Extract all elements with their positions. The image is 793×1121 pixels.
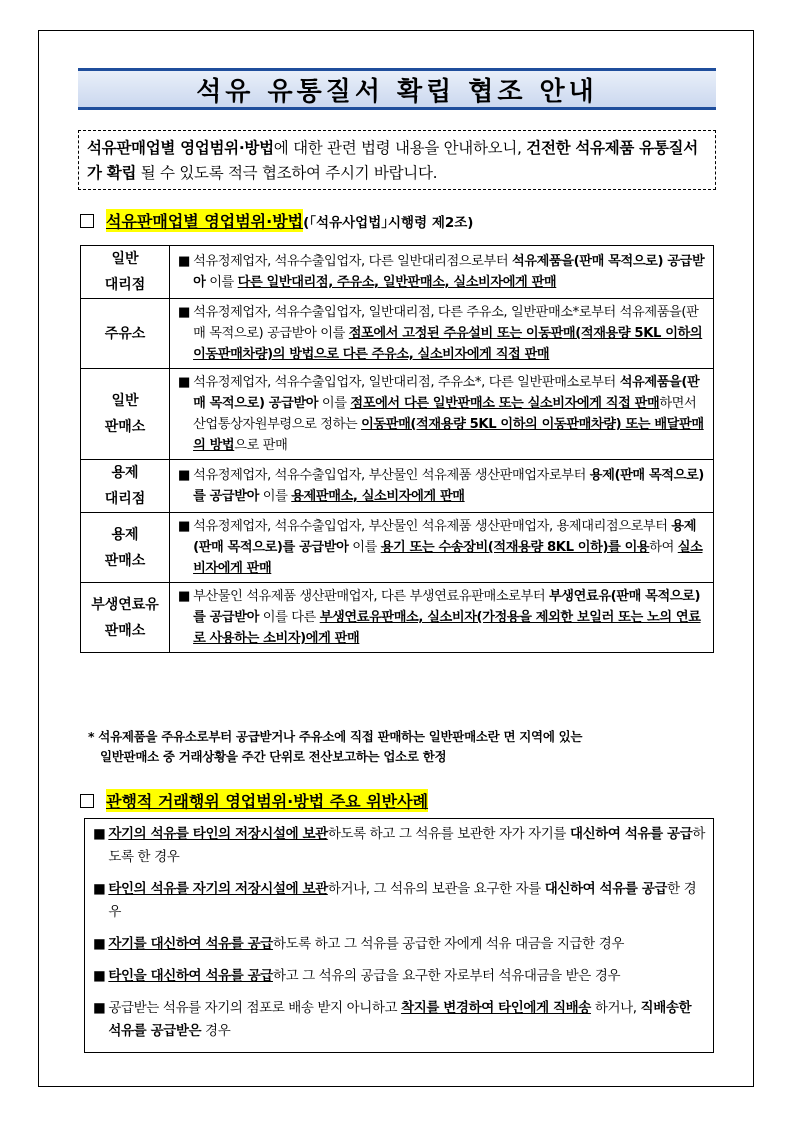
text-run: 부산물인 석유제품 생산판매업자, 다른 부생연료유판매소로부터 bbox=[193, 589, 549, 604]
square-bullet-icon: ■ bbox=[93, 1000, 106, 1016]
scope-text bbox=[193, 372, 707, 456]
business-type-line: 용제 bbox=[111, 465, 139, 481]
square-bullet-icon: ■ bbox=[178, 468, 191, 483]
square-bullet-icon: ■ bbox=[178, 254, 191, 269]
text-run: 이를 bbox=[205, 275, 238, 290]
table-row bbox=[81, 513, 714, 583]
violation-text bbox=[108, 823, 705, 869]
text-run: 타인의 석유를 자기의 저장시설에 보관 bbox=[108, 881, 328, 897]
list-item bbox=[93, 933, 705, 956]
footnote-line-1: * 석유제품을 주유소로부터 공급받거나 주유소에 직접 판매하는 일반판매소란 면 지역에 있는 bbox=[88, 729, 583, 744]
text-run: 하도록 하고 그 석유를 보관한 자가 자기를 bbox=[327, 826, 570, 842]
text-run: 석유정제업자, 석유수출입업자, 부산물인 석유제품 생산판매업자, 용제대리점으로부터 bbox=[193, 519, 672, 534]
text-run: 용제(판매 목적으로)를 공급받아 bbox=[193, 468, 704, 504]
business-type-line: 주유소 bbox=[104, 325, 146, 342]
business-type-line: 대리점 bbox=[104, 277, 146, 293]
violation-text bbox=[108, 997, 705, 1043]
business-type bbox=[81, 583, 170, 653]
intro-bold-1: 석유판매업별 영업범위·방법 bbox=[87, 139, 274, 157]
text-run: 부생연료유(판매 목적으로)를 공급받아 bbox=[193, 589, 701, 625]
footnote bbox=[88, 727, 718, 767]
text-run: 석유정제업자, 석유수출입업자, 일반대리점, 주유소*, 다른 일반판매소로부터 bbox=[193, 375, 620, 390]
business-type bbox=[81, 369, 170, 460]
square-bullet-icon: ■ bbox=[178, 305, 191, 320]
text-run: 한 경우 bbox=[108, 881, 697, 920]
text-run: 이를 bbox=[258, 489, 292, 504]
text-run: 하도록 한 경우 bbox=[108, 826, 705, 865]
square-bullet-icon: ■ bbox=[178, 589, 191, 604]
business-type-line: 일반 bbox=[111, 251, 139, 267]
table-row bbox=[81, 460, 714, 513]
scope-text bbox=[193, 516, 707, 579]
text-run: 이를 bbox=[348, 540, 381, 555]
text-run: 석유정제업자, 석유수출입업자, 다른 일반대리점으로부터 bbox=[193, 254, 512, 269]
business-scope bbox=[170, 246, 714, 299]
business-scope bbox=[170, 513, 714, 583]
text-run: 경우 bbox=[201, 1023, 231, 1039]
text-run: 용기 또는 수송장비(적재용량 8KL 이하)를 이용 bbox=[380, 540, 650, 555]
table-row bbox=[81, 299, 714, 369]
text-run: 이를 bbox=[318, 396, 351, 411]
intro-text-2: 될 수 있도록 적극 협조하여 주시기 바랍니다. bbox=[136, 164, 438, 182]
violation-text bbox=[108, 965, 620, 988]
intro-text-1: 에 대한 관련 법령 내용을 안내하오니, bbox=[273, 139, 527, 157]
text-run: 하거나, 그 석유의 보관을 요구한 자를 bbox=[327, 881, 545, 897]
intro-box bbox=[78, 130, 716, 190]
business-type bbox=[81, 460, 170, 513]
text-run: 공급받는 석유를 자기의 점포로 배송 받지 아니하고 bbox=[108, 1000, 402, 1016]
scope-text bbox=[193, 251, 707, 293]
business-type-line: 판매소 bbox=[104, 622, 146, 639]
list-item bbox=[93, 965, 705, 988]
list-item bbox=[93, 997, 705, 1043]
text-run: 자기를 대신하여 석유를 공급 bbox=[108, 936, 273, 952]
business-scope bbox=[170, 583, 714, 653]
text-run: 하거나, bbox=[590, 1000, 641, 1016]
text-run: 석유정제업자, 석유수출입업자, 부산물인 석유제품 생산판매업자로부터 bbox=[193, 468, 590, 483]
violations-box bbox=[84, 818, 714, 1053]
violation-text bbox=[108, 878, 705, 924]
checkbox-square-icon bbox=[80, 794, 94, 808]
square-bullet-icon: ■ bbox=[93, 936, 106, 952]
text-run: 용제판매소, 실소비자에게 판매 bbox=[291, 489, 465, 504]
scope-text bbox=[193, 586, 707, 649]
square-bullet-icon: ■ bbox=[93, 968, 106, 984]
business-type-line: 일반 bbox=[111, 393, 139, 409]
text-run: 용제(판매 목적으로)를 공급받아 bbox=[193, 519, 697, 555]
square-bullet-icon: ■ bbox=[93, 826, 106, 842]
table-row bbox=[81, 369, 714, 460]
business-type-line: 대리점 bbox=[104, 491, 146, 507]
table-row bbox=[81, 246, 714, 299]
business-type bbox=[81, 246, 170, 299]
text-run: 직배송한 석유를 공급받은 bbox=[108, 1000, 692, 1039]
text-run: 으로 판매 bbox=[234, 438, 288, 453]
scope-text bbox=[193, 302, 707, 365]
footnote-line-2: 일반판매소 중 거래상황을 주간 단위로 전산보고하는 업소로 한정 bbox=[100, 749, 447, 764]
text-run: 하면서 산업통상자원부령으로 정하는 bbox=[193, 396, 697, 432]
list-item bbox=[93, 878, 705, 924]
business-scope bbox=[170, 299, 714, 369]
business-type bbox=[81, 299, 170, 369]
title-banner bbox=[78, 68, 716, 110]
business-type-line: 판매소 bbox=[104, 419, 146, 435]
business-scope bbox=[170, 369, 714, 460]
text-run: 부생연료유판매소, 실소비자(가정용을 제외한 보일러 또는 노의 연료로 사용하는 소비자)에게 판매 bbox=[193, 610, 701, 646]
text-run: 실소비자에게 판매 bbox=[193, 540, 703, 576]
section-1-heading bbox=[80, 209, 473, 232]
section-2-title: 관행적 거래행위 영업범위·방법 주요 위반사례 bbox=[106, 789, 428, 812]
square-bullet-icon: ■ bbox=[93, 881, 106, 897]
text-run: 이를 다른 bbox=[258, 610, 320, 625]
text-run: 다른 일반대리점, 주유소, 일반판매소, 실소비자에게 판매 bbox=[237, 275, 557, 290]
checkbox-square-icon bbox=[80, 214, 94, 228]
page-title: 석유 유통질서 확립 협조 안내 bbox=[196, 76, 598, 107]
table-row bbox=[81, 583, 714, 653]
square-bullet-icon: ■ bbox=[178, 519, 191, 534]
text-run: 타인을 대신하여 석유를 공급 bbox=[108, 968, 273, 984]
text-run: 석유제품을(판매 목적으로) 공급받아 bbox=[193, 254, 705, 290]
text-run: 석유정제업자, 석유수출입업자, 일반대리점, 다른 주유소, 일반판매소*로부터 석유제품을(판매 목적으로) 공급받아 이를 bbox=[193, 305, 699, 341]
text-run: 점포에서 다른 일반판매소 또는 실소비자에게 직접 판매 bbox=[350, 396, 660, 411]
text-run: 하여 bbox=[649, 540, 678, 555]
violation-text bbox=[108, 933, 624, 956]
text-run: 하고 그 석유의 공급을 요구한 자로부터 석유대금을 받은 경우 bbox=[272, 968, 621, 984]
scope-text bbox=[193, 465, 707, 507]
scope-table bbox=[80, 245, 714, 653]
section-1-title: 석유판매업별 영업범위·방법 bbox=[106, 209, 303, 232]
business-type-line: 부생연료유 bbox=[91, 596, 159, 613]
text-run: 착지를 변경하여 타인에게 직배송 bbox=[401, 1000, 591, 1016]
business-type-line: 용제 bbox=[111, 526, 139, 543]
intro-bold-2: 건전한 석유제품 유통질서가 확립 bbox=[87, 139, 698, 182]
business-type bbox=[81, 513, 170, 583]
business-scope bbox=[170, 460, 714, 513]
text-run: 대신하여 석유를 공급 bbox=[569, 826, 693, 842]
text-run: 이동판매(적재용량 5KL 이하의 이동판매차량) 또는 배달판매의 방법 bbox=[193, 417, 704, 453]
square-bullet-icon: ■ bbox=[178, 375, 191, 390]
text-run: 석유제품을(판매 목적으로) 공급받아 bbox=[193, 375, 700, 411]
section-2-heading bbox=[80, 789, 428, 812]
business-type-line: 판매소 bbox=[104, 552, 146, 569]
list-item bbox=[93, 823, 705, 869]
section-1-law: (｢석유사업법｣시행령 제2조) bbox=[303, 214, 474, 231]
text-run: 자기의 석유를 타인의 저장시설에 보관 bbox=[108, 826, 328, 842]
text-run: 하도록 하고 그 석유를 공급한 자에게 석유 대금을 지급한 경우 bbox=[272, 936, 624, 952]
text-run: 점포에서 고정된 주유설비 또는 이동판매(적재용량 5KL 이하의 이동판매차량)의 방법으로 다른 주유소, 실소비자에게 직접 판매 bbox=[193, 326, 703, 362]
text-run: 대신하여 석유를 공급 bbox=[544, 881, 668, 897]
